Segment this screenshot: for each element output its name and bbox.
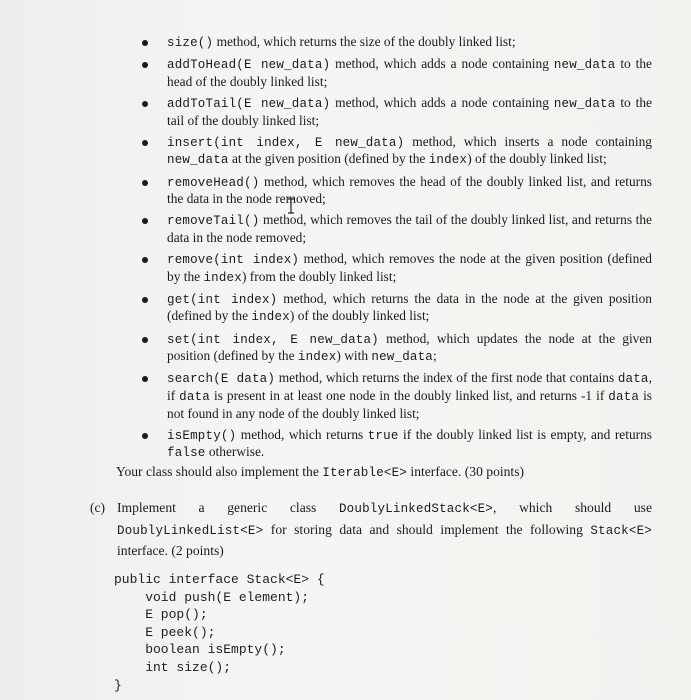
method-text: ) of the doubly linked list; [289, 308, 430, 324]
method-code: get(int index) [167, 292, 278, 307]
method-item [140, 251, 652, 286]
iterable-prefix: Your class should also implement the [116, 464, 323, 479]
method-text: method, which adds a node containing [330, 94, 554, 110]
method-text: method, which inserts a node containing [404, 133, 652, 149]
method-code: new_data [553, 96, 616, 111]
bullet-icon [142, 376, 148, 382]
method-code: addToHead(E new_data) [167, 58, 331, 73]
method-text: if the doubly linked list is empty, and returns [398, 426, 653, 442]
method-code: set(int index, E new_data) [167, 332, 379, 347]
method-text: is not found in any node of the doubly linked list; [167, 388, 653, 421]
method-code: index [251, 310, 290, 325]
method-code: remove(int index) [167, 253, 300, 268]
method-item [140, 212, 652, 246]
method-text: to the tail of the doubly linked list; [167, 94, 652, 128]
method-text: method, which removes the tail of the doubly linked list, and returns the data in the node removed; [167, 212, 652, 245]
method-code: new_data [553, 58, 616, 73]
method-code: data [608, 390, 640, 405]
method-item [140, 427, 652, 462]
iterable-requirement [116, 463, 656, 482]
text-cursor-icon [286, 198, 296, 214]
bullet-icon [142, 40, 148, 46]
method-item [140, 56, 652, 90]
part-c-code-2: DoublyLinkedList<E> [117, 523, 264, 538]
method-text: at the given position (defined by the [228, 151, 429, 167]
method-list [140, 34, 652, 467]
method-text: ) from the doubly linked list; [241, 268, 397, 284]
part-c-text-2: , which should use [493, 500, 652, 515]
part-c-code-3: Stack<E> [590, 523, 652, 538]
method-text: method, which returns [236, 426, 368, 442]
method-text: ) of the doubly linked list; [467, 151, 607, 167]
iterable-suffix: interface. (30 points) [407, 464, 525, 479]
part-c-label: (c) [90, 500, 106, 515]
method-text: method, which removes the head of the doubly linked list, and returns the data in the node removed; [167, 173, 652, 207]
method-text: method, which removes the node at the given position (defined by the [167, 251, 652, 284]
part-c-text-3: for storing data and should implement the following [263, 521, 591, 537]
method-code: false [167, 446, 206, 461]
method-code: index [428, 153, 468, 168]
part-c-text-4: interface. (2 points) [117, 543, 224, 558]
method-text: is present in at least one node in the doubly linked list, and returns -1 if [209, 388, 609, 404]
method-text: method, which adds a node containing [330, 56, 554, 72]
method-code: new_data [371, 350, 434, 365]
bullet-icon [142, 180, 148, 186]
method-code: removeTail() [167, 214, 260, 229]
bullet-icon [142, 218, 148, 224]
method-text: method, which returns the index of the first node that contains [275, 370, 618, 386]
part-c [90, 498, 652, 561]
method-text: method, which returns the data in the node at the given position (defined by the [167, 290, 652, 324]
method-text: to the head of the doubly linked list; [167, 56, 652, 89]
method-text: ) with [336, 348, 372, 364]
part-c-text [117, 498, 652, 561]
method-code: true [367, 428, 399, 443]
bullet-icon [142, 101, 148, 107]
method-item [140, 34, 652, 52]
bullet-icon [142, 140, 148, 146]
method-text: method, which returns the size of the doubly linked list; [213, 34, 516, 49]
method-code: data [617, 372, 649, 387]
method-code: new_data [167, 153, 229, 168]
method-item [140, 174, 652, 208]
method-code: index [297, 350, 337, 365]
method-code: insert(int index, E new_data) [167, 135, 405, 150]
method-text: otherwise. [205, 444, 265, 460]
method-text: method, which updates the node at the given position (defined by the [167, 330, 652, 364]
method-item [140, 370, 652, 422]
method-code: isEmpty() [167, 428, 237, 443]
method-code: data [179, 390, 210, 405]
method-code: removeHead() [167, 175, 260, 190]
part-c-text-1: Implement a generic class [117, 500, 339, 515]
method-code: addToTail(E new_data) [167, 96, 331, 111]
iterable-code: Iterable<E> [322, 466, 408, 480]
method-code: search(E data) [167, 372, 276, 387]
method-code: index [203, 270, 242, 285]
method-item [140, 331, 652, 366]
part-c-code-1: DoublyLinkedStack<E> [338, 502, 494, 516]
method-item [140, 95, 652, 129]
method-item [140, 134, 652, 169]
method-item [140, 291, 652, 326]
method-code: size() [167, 36, 214, 50]
method-text: , if [167, 370, 652, 404]
bullet-icon [142, 62, 148, 68]
bullet-icon [142, 433, 148, 439]
bullet-icon [142, 297, 148, 303]
bullet-icon [142, 257, 148, 263]
bullet-icon [142, 337, 148, 343]
stack-interface-code: public interface Stack<E> { void push(E element); E pop(); E peek(); boolean isEmpty(); int size(); } [114, 572, 325, 693]
method-text: ; [433, 348, 437, 364]
